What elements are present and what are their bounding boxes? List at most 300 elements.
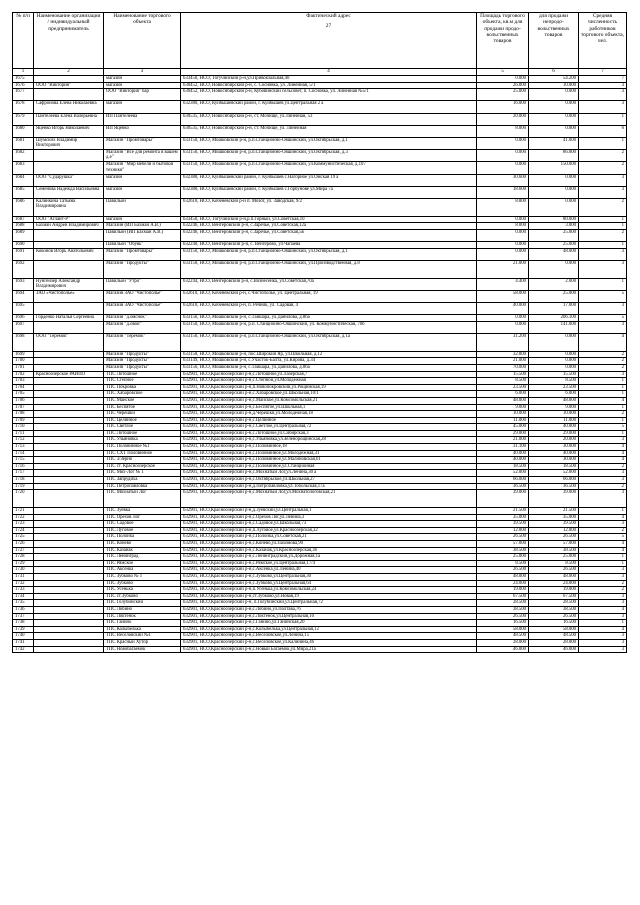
actual-address: 632901, НСО,Красноозерский р-н,с.Беспятое,ул.Школьная,1: [181, 404, 477, 411]
table-row: [13, 223, 627, 230]
nonfood-area-value: 40.000: [529, 450, 579, 457]
organization-name: [34, 358, 104, 365]
nonfood-area-value: 10.000: [529, 411, 579, 418]
row-number: 1697: [13, 321, 34, 333]
trade-object-name: магазин: [104, 174, 181, 186]
organization-name: [34, 508, 104, 515]
staff-count-value: 3: [579, 248, 627, 260]
nonfood-area-value: 30.000: [529, 457, 579, 464]
row-number: 1723: [13, 521, 34, 528]
table-row: [13, 567, 627, 574]
nonfood-area-value: 80.000: [529, 216, 579, 223]
trade-object-name: ТПС Конево: [104, 541, 181, 548]
organization-name: [34, 457, 104, 464]
food-area-value: 0.000: [477, 229, 529, 241]
trade-object-name: ТПС Светлое: [104, 424, 181, 431]
organization-name: [34, 150, 104, 162]
actual-address: 632901, НСО,Красноозерский р-н,ст.Зубково,ул.Новая,19: [181, 593, 477, 600]
row-number: 1719: [13, 483, 34, 490]
table-row: [13, 508, 627, 515]
trade-object-name: Магазин "Все для ремонта в вашем д.е": [104, 150, 181, 162]
table-row: [13, 198, 627, 216]
table-row: [13, 554, 627, 561]
staff-count-value: 3: [579, 82, 627, 89]
trade-object-name: ТПС Лобино: [104, 606, 181, 613]
nonfood-area-value: 12.000: [529, 527, 579, 534]
organization-name: [34, 384, 104, 391]
table-row: [13, 606, 627, 613]
organization-name: [34, 424, 104, 431]
trade-object-name: магазин: [104, 101, 181, 113]
table-row: [13, 248, 627, 260]
row-number: 1727: [13, 547, 34, 554]
staff-count-value: 1: [579, 560, 627, 567]
table-row: [13, 76, 627, 83]
actual-address: 632901, НСО,Красноозерский р-н,с.Половинное,ул.Станционная: [181, 463, 477, 470]
organization-name: ООО "Виктория": [34, 82, 104, 89]
actual-address: 632380, НСО, Куйбышевский район, г. Куйбышев ул.Центральная 2 а: [181, 101, 477, 113]
actual-address: 632901, НСО,Красноозерский р-н,с.Локтёнок,ул.Центральная,10: [181, 613, 477, 620]
table-row: [13, 573, 627, 580]
trade-object-name: ТПС Беспятое: [104, 404, 181, 411]
nonfood-area-value: 8.500: [529, 560, 579, 567]
nonfood-area-value: 25.000: [529, 242, 579, 249]
staff-count-value: 3: [579, 101, 627, 113]
table-body: [13, 69, 627, 653]
actual-address: 632901, НСО,Красноозерский р-н,п.Усенька,ул.Комсомольская,24: [181, 587, 477, 594]
actual-address: 632901, НСО,Красноозерский р-н,с.Полойка,ул.Советская,21: [181, 534, 477, 541]
actual-address: 632244, НСО, Венгеровский р-н, с.Вознесенка, ул.Советская,70а: [181, 278, 477, 290]
row-number: 1679: [13, 113, 34, 125]
food-area-value: 31.100: [477, 444, 529, 451]
row-number: 1706: [13, 397, 34, 404]
actual-address: 632240, НСО, Венгеровский р-н, с. Венгерово, ул.Чапаева: [181, 242, 477, 249]
row-number: 1738: [13, 620, 34, 627]
organization-name: ООО "Сударушка": [34, 174, 104, 186]
row-number: 1705: [13, 391, 34, 398]
organization-name: [34, 411, 104, 418]
trade-object-name: Магазин "Мир мебели и бытовой техники": [104, 162, 181, 174]
table-row: [13, 613, 627, 620]
row-number: 1733: [13, 587, 34, 594]
trade-object-name: ТПС Новобагаёмок: [104, 646, 181, 653]
row-number: 1707: [13, 404, 34, 411]
food-area-value: 57.000: [477, 541, 529, 548]
organization-name: [34, 89, 104, 101]
row-number: 1715: [13, 457, 34, 464]
organization-name: [34, 593, 104, 600]
organization-name: [34, 430, 104, 437]
table-row: [13, 364, 627, 371]
staff-count-value: 3: [579, 600, 627, 607]
organization-name: [34, 534, 104, 541]
trade-object-name: ТПС Зуевка: [104, 508, 181, 515]
nonfood-area-value: 0.000: [529, 351, 579, 358]
trade-object-name: ТПС Степное: [104, 378, 181, 385]
staff-count-value: 3: [579, 490, 627, 508]
food-area-value: 0.000: [477, 162, 529, 174]
staff-count-value: 2: [579, 364, 627, 371]
organization-name: [34, 477, 104, 484]
actual-address: 630452, НСО, Новосибирский р-н, Кубовинский сельсовет, п. Сосновка, ул. Линейная №5/1: [181, 89, 477, 101]
organization-name: [34, 76, 104, 83]
staff-count-value: 3: [579, 470, 627, 477]
organization-name: [34, 321, 104, 333]
staff-count-value: 3: [579, 174, 627, 186]
trade-object-name: Павильон (ИП Бахман А.В.): [104, 229, 181, 241]
row-number: 1695: [13, 303, 34, 315]
staff-count-value: 4: [579, 606, 627, 613]
trade-object-name: ТПС Зубково: [104, 580, 181, 587]
column-number: 7: [579, 69, 627, 76]
food-area-value: 52.000: [477, 470, 529, 477]
food-area-value: 26.500: [477, 534, 529, 541]
row-number: 1709: [13, 417, 34, 424]
column-number: 1: [13, 69, 34, 76]
table-row: [13, 125, 627, 137]
actual-address: 632901, НСО,Красноозерский р-н,п.Луговое,ул.Красноозерская,32: [181, 527, 477, 534]
row-number: 1721: [13, 508, 34, 515]
actual-address: 632901, НСО,Красноозерский р-н,с.Половинное,18: [181, 444, 477, 451]
staff-count-value: 1: [579, 391, 627, 398]
nonfood-area-value: 0.000: [529, 333, 579, 351]
actual-address: 632901, НСО,Красноозерский р-н,с.Новый Багаёмок,ул.Мира,21а: [181, 646, 477, 653]
actual-address: 632901, НСО,Красноозерский р-н,д.Зуевский,ул.Центральная,1: [181, 508, 477, 515]
header-trade-object: Наименование торгового объекта: [104, 13, 181, 69]
row-number: 1690: [13, 242, 34, 249]
staff-count-value: 3: [579, 303, 627, 315]
row-number: 1740: [13, 633, 34, 640]
actual-address: 632901, НСО,Красноозерский р-н,с.Аксёнка,ул.Ленина,40: [181, 567, 477, 574]
header-address: [181, 13, 477, 69]
food-area-value: 26.000: [477, 82, 529, 89]
organization-name: Калинкина Татьяна Владимировна: [34, 198, 104, 216]
organization-name: [34, 450, 104, 457]
trade-object-name: Павильон "Утро": [104, 278, 181, 290]
food-area-value: 10.000: [477, 411, 529, 418]
food-area-value: 12.000: [477, 527, 529, 534]
food-area-value: 0.000: [477, 321, 529, 333]
actual-address: 632901, НСО,Красноозерский р-н,с.Хабаровское,ул.Школьная,10/1: [181, 391, 477, 398]
trade-object-name: ТПС ст. Красноозерское: [104, 463, 181, 470]
table-row: [13, 290, 627, 302]
actual-address: 632901, НСО,Красноозерский р-н,с.Конево,ул.Пахомова,90: [181, 541, 477, 548]
actual-address: 632610, НСО, Коченевский р-н, с.Чистополье, ул. Центральная, 19: [181, 290, 477, 302]
staff-count-value: 4: [579, 514, 627, 521]
column-number-row: [13, 69, 627, 76]
organization-name: [34, 229, 104, 241]
actual-address: 633450, НСО, Тогучинский р-н,р.п.Горный, ул.Советская,10: [181, 216, 477, 223]
organization-name: [34, 437, 104, 444]
nonfood-area-value: 11.000: [529, 417, 579, 424]
food-area-value: 66.000: [477, 477, 529, 484]
food-area-value: 0.000: [477, 242, 529, 249]
table-row: [13, 437, 627, 444]
nonfood-area-value: 26.500: [529, 613, 579, 620]
actual-address: 632901, НСО,Красноозерский р-н,с.Лотошное,ул.Лазерская,7: [181, 371, 477, 378]
trade-object-name: ИП Яценко: [104, 125, 181, 137]
food-area-value: 8.000: [477, 125, 529, 137]
nonfood-area-value: 3.000: [529, 223, 579, 230]
food-area-value: 31.200: [477, 333, 529, 351]
staff-count-value: 3: [579, 567, 627, 574]
nonfood-area-value: 0.000: [529, 174, 579, 186]
actual-address: 633150, НСО, Мошковский р-н, р.п.Станционно-Ояшинский, ул.Октябрьская, д.1: [181, 248, 477, 260]
table-row: [13, 580, 627, 587]
row-number: 1700: [13, 358, 34, 365]
trade-object-name: Магазин "Промтовары": [104, 248, 181, 260]
table-row: [13, 639, 627, 646]
nonfood-area-value: 30.000: [529, 444, 579, 451]
food-area-value: 28.000: [477, 639, 529, 646]
organization-name: [34, 162, 104, 174]
table-row: [13, 391, 627, 398]
staff-count-value: 3: [579, 646, 627, 653]
header-nonfood-area: для продажи непродо-вольственных товаров: [529, 13, 579, 69]
staff-count-value: 5: [579, 424, 627, 431]
actual-address: 632610, НСО, Коченевский р-н, п. Речник, ул. Садовая, 4: [181, 303, 477, 315]
row-number: 1683: [13, 162, 34, 174]
organization-name: [34, 490, 104, 508]
actual-address: 632901, НСО,Красноозерский р-н, п.Голубинский,ул.Центральная,72: [181, 600, 477, 607]
trade-object-name: магазин: [104, 82, 181, 89]
organization-name: [34, 397, 104, 404]
column-number: 6: [529, 69, 579, 76]
staff-count-value: 1: [579, 554, 627, 561]
actual-address: 632380, НСО, Куйбышевский район, г. Куйбышев с.Нагорное ул.Омская 19 а: [181, 174, 477, 186]
trade-object-name: ТПС Ганино: [104, 620, 181, 627]
row-number: 1677: [13, 89, 34, 101]
food-area-value: 40.000: [477, 450, 529, 457]
actual-address: 632901, НСО,Красноозерский р-н,с.Целинное: [181, 417, 477, 424]
actual-address: 632901, НСО,Красноозерский р-н,с.Зубково,ул.Центральная,30: [181, 573, 477, 580]
staff-count-value: 1: [579, 404, 627, 411]
trade-object-name: ТПС Полойка: [104, 534, 181, 541]
nonfood-area-value: 26.500: [529, 567, 579, 574]
organization-name: [34, 573, 104, 580]
table-row: [13, 82, 627, 89]
row-number: 1681: [13, 137, 34, 149]
row-number: 1729: [13, 560, 34, 567]
actual-address: 632901, НСО,Красноозерский р-н,с.Ганино,ул.Ганинская,20: [181, 620, 477, 627]
trade-object-name: ТПС Луговое: [104, 527, 181, 534]
trade-object-name: ТПС Петропавловка: [104, 483, 181, 490]
row-number: 1739: [13, 626, 34, 633]
organization-name: Сафронова Елена Николаевна: [34, 101, 104, 113]
staff-count-value: 5: [579, 290, 627, 302]
food-area-value: 0.000: [477, 315, 529, 322]
staff-count-value: 2: [579, 463, 627, 470]
table-header: [13, 13, 627, 69]
header-staff-count: Средняя численность работников торгового объекта, чел.: [579, 13, 627, 69]
food-area-value: 38.500: [477, 606, 529, 613]
trade-object-name: ТПС Садовое: [104, 521, 181, 528]
row-number: 1691: [13, 248, 34, 260]
row-number: 1725: [13, 534, 34, 541]
table-row: [13, 303, 627, 315]
table-row: [13, 600, 627, 607]
table-row: [13, 521, 627, 528]
column-number: 4: [181, 69, 477, 76]
trade-object-name: ТПС Аксёнка: [104, 567, 181, 574]
row-number: 1726: [13, 541, 34, 548]
nonfood-area-value: 35.000: [529, 514, 579, 521]
nonfood-area-value: 16.500: [529, 620, 579, 627]
trade-object-name: ТПС Хабаровское: [104, 391, 181, 398]
nonfood-area-value: 24.000: [529, 580, 579, 587]
organization-name: [34, 483, 104, 490]
trade-object-name: ТПС Ульяновка: [104, 437, 181, 444]
nonfood-area-value: 25.000: [529, 290, 579, 302]
row-number: 1717: [13, 470, 34, 477]
organization-name: [34, 580, 104, 587]
row-number: 1702: [13, 371, 34, 378]
nonfood-area-value: 38.500: [529, 606, 579, 613]
nonfood-area-value: 21.500: [529, 508, 579, 515]
table-row: [13, 315, 627, 322]
organization-name: [34, 444, 104, 451]
trade-object-name: ТПС Голубинский: [104, 600, 181, 607]
organization-name: [34, 527, 104, 534]
food-area-value: 46.000: [477, 646, 529, 653]
actual-address: 632901, НСО,Красноозерский р-н,с.Светлое,ул.Центральная,72: [181, 424, 477, 431]
table-row: [13, 321, 627, 333]
food-area-value: 16.500: [477, 620, 529, 627]
organization-name: [34, 242, 104, 249]
header-address-sub: 27: [325, 23, 332, 30]
staff-count-value: 4: [579, 541, 627, 548]
row-number: 1703: [13, 378, 34, 385]
row-number: 1737: [13, 613, 34, 620]
staff-count-value: 1: [579, 620, 627, 627]
table-row: [13, 411, 627, 418]
actual-address: 632901, НСО,Красноозерский р-н,д.Петропавловка,ул.Тобольская,17а: [181, 483, 477, 490]
actual-address: 633150, НСО, Мошковский р-н, р.п.Станционно-Ояшинский, ул.Производственная, д.8: [181, 260, 477, 278]
row-number: 1728: [13, 554, 34, 561]
organization-name: Бахман Андрей Владимирович: [34, 223, 104, 230]
nonfood-area-value: 0.000: [529, 125, 579, 137]
staff-count-value: 4: [579, 397, 627, 404]
actual-address: 632901, НСО,Красноозерский р-н,с.Веселовское,ул.Ленина,15: [181, 633, 477, 640]
nonfood-area-value: 0.000: [529, 364, 579, 371]
nonfood-area-value: 0.000: [529, 113, 579, 125]
food-area-value: 40.000: [477, 457, 529, 464]
table-row: [13, 560, 627, 567]
organization-name: ООО "Атлант-Р": [34, 216, 104, 223]
food-area-value: 48.000: [477, 573, 529, 580]
organization-name: [34, 417, 104, 424]
row-number: 1684: [13, 174, 34, 186]
actual-address: 632380, НСО, Куйбышевский район, г. Куйбышев с.Горбунове ул.Мира 7а: [181, 186, 477, 198]
nonfood-area-value: 23.500: [529, 384, 579, 391]
trade-object-name: ТПС Усенька: [104, 587, 181, 594]
row-number: 1718: [13, 477, 34, 484]
nonfood-area-value: 48.000: [529, 248, 579, 260]
food-area-value: 0.000: [477, 137, 529, 149]
table-row: [13, 534, 627, 541]
row-number: 1716: [13, 463, 34, 470]
trade-object-name: Магазин "Теремок": [104, 333, 181, 351]
trade-object-name: ТПС Веселовский №1: [104, 633, 181, 640]
food-area-value: 30.600: [477, 174, 529, 186]
nonfood-area-value: 150.000: [529, 162, 579, 174]
food-area-value: 21.500: [477, 508, 529, 515]
trade-object-name: Магазин "Продукты": [104, 358, 181, 365]
trade-object-name: Магазин "Продукты": [104, 351, 181, 358]
food-area-value: 0.000: [477, 216, 529, 223]
staff-count-value: 3: [579, 186, 627, 198]
food-area-value: 0.000: [477, 248, 529, 260]
staff-count-value: 3: [579, 89, 627, 101]
staff-count-value: 1: [579, 378, 627, 385]
staff-count-value: 3: [579, 521, 627, 528]
organization-name: ООО "Теремок": [34, 333, 104, 351]
nonfood-area-value: 26.500: [529, 534, 579, 541]
row-number: 1736: [13, 606, 34, 613]
actual-address: 632901, НСО,Красноозерский р-н,с.Мохнатый Лог,ул.Мохнатологовская,21: [181, 490, 477, 508]
staff-count-value: 3: [579, 260, 627, 278]
food-area-value: 58.000: [477, 626, 529, 633]
nonfood-area-value: 0.000: [529, 358, 579, 365]
row-number: 1696: [13, 315, 34, 322]
table-row: [13, 101, 627, 113]
table-row: [13, 463, 627, 470]
food-area-value: 29.000: [477, 430, 529, 437]
row-number: 1742: [13, 646, 34, 653]
staff-count-value: 1: [579, 113, 627, 125]
food-area-value: 24.000: [477, 580, 529, 587]
row-number: 1741: [13, 639, 34, 646]
trade-object-name: ТПС Красный Хутор: [104, 639, 181, 646]
nonfood-area-value: 141.000: [529, 321, 579, 333]
organization-name: [34, 303, 104, 315]
trade-object-name: ТПС Локтёнок: [104, 613, 181, 620]
row-number: 1724: [13, 527, 34, 534]
trade-object-name: ТПС Рямское: [104, 560, 181, 567]
staff-count-value: 5: [579, 315, 627, 322]
trade-object-name: ТПС Ленинград: [104, 554, 181, 561]
nonfood-area-value: 57.000: [529, 541, 579, 548]
actual-address: 632610, НСО, Коченевский р-н п. Мозот, ул. Заводская, 9/2: [181, 198, 477, 216]
column-number: 3: [104, 69, 181, 76]
actual-address: 632901, НСО,Красноозерский р-н,с.Лобино,ул.Полтава,76: [181, 606, 477, 613]
staff-count-value: 3: [579, 613, 627, 620]
organization-name: [34, 463, 104, 470]
organization-name: [34, 541, 104, 548]
table-row: [13, 620, 627, 627]
trade-object-name: ТПС Орехов Лог: [104, 514, 181, 521]
table-row: [13, 371, 627, 378]
row-number: 1686: [13, 198, 34, 216]
actual-address: 632901, НСО,Красноозерский р-н,с.Веселовское,ул.Калинина,46: [181, 639, 477, 646]
organization-name: [34, 364, 104, 371]
food-area-value: 20.000: [477, 113, 529, 125]
nonfood-area-value: 48.500: [529, 633, 579, 640]
table-row: [13, 633, 627, 640]
staff-count-value: 1: [579, 384, 627, 391]
trade-object-name: Магазин "Продукты": [104, 364, 181, 371]
organization-name: [34, 391, 104, 398]
organization-name: [34, 351, 104, 358]
nonfood-area-value: 10.000: [529, 82, 579, 89]
actual-address: 632901, НСО,Красноозерский р-н,с.Степной,ул.Молодёжная: [181, 378, 477, 385]
staff-count-value: 1: [579, 430, 627, 437]
food-area-value: 35.000: [477, 514, 529, 521]
food-area-value: 70.000: [477, 364, 529, 371]
staff-count-value: 1: [579, 242, 627, 249]
table-row: [13, 404, 627, 411]
table-row: [13, 646, 627, 653]
